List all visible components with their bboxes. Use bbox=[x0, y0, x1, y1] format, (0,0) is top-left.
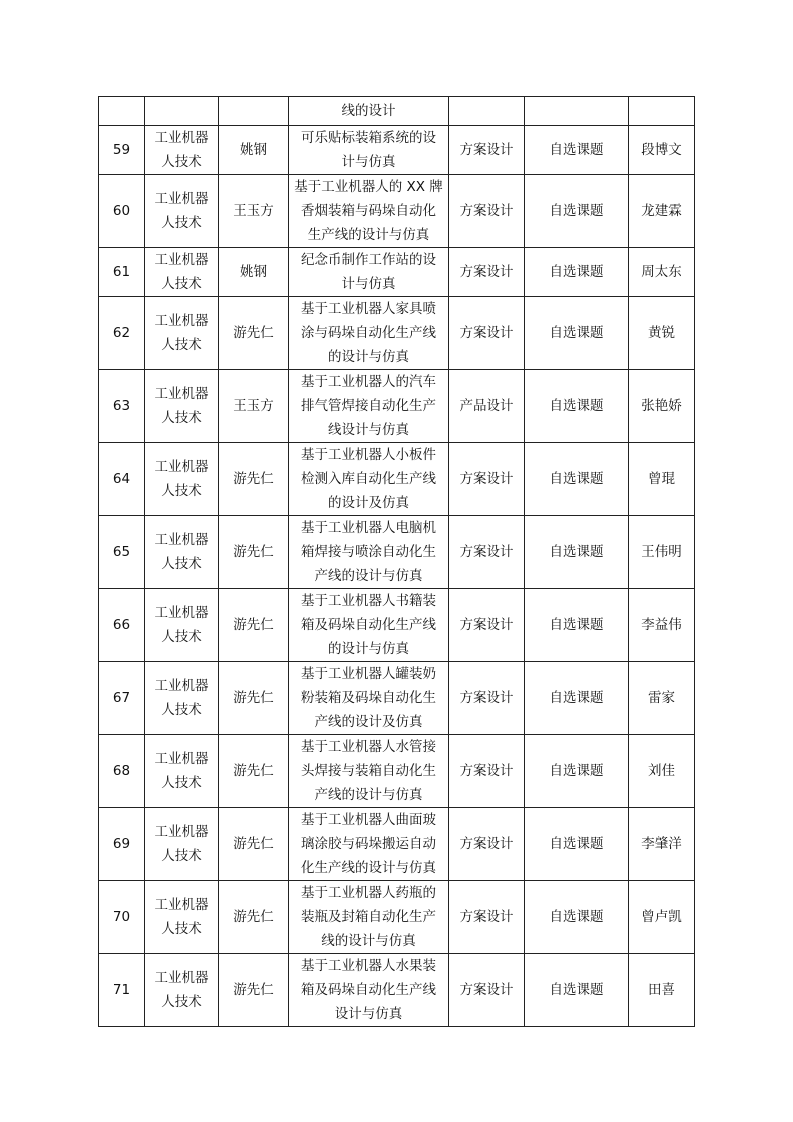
cell-type bbox=[449, 97, 525, 126]
cell-type: 方案设计 bbox=[449, 297, 525, 370]
table-row bbox=[99, 443, 695, 516]
title-line: 检测入库自动化生产线 bbox=[301, 471, 436, 487]
table-row bbox=[99, 175, 695, 248]
table-row bbox=[99, 662, 695, 735]
title-line: 排气管焊接自动化生产 bbox=[301, 398, 436, 414]
title-line: 产线的设计及仿真 bbox=[314, 714, 423, 730]
cell-student bbox=[629, 97, 695, 126]
cell-num: 66 bbox=[99, 589, 145, 662]
cell-advisor bbox=[219, 97, 289, 126]
major-line: 工业机器 bbox=[154, 386, 209, 402]
cell-type: 方案设计 bbox=[449, 516, 525, 589]
cell-student: 刘佳 bbox=[629, 735, 695, 808]
major-line: 人技术 bbox=[161, 483, 202, 499]
cell-student: 李肇洋 bbox=[629, 808, 695, 881]
title-line: 头焊接与装箱自动化生 bbox=[301, 763, 436, 779]
major-line: 人技术 bbox=[161, 702, 202, 718]
title-line: 基于工业机器人的汽车 bbox=[301, 374, 436, 390]
title-line: 产线的设计与仿真 bbox=[314, 787, 423, 803]
title-line: 化生产线的设计与仿真 bbox=[301, 860, 436, 876]
title-line: 计与仿真 bbox=[341, 154, 396, 170]
cell-source: 自选课题 bbox=[525, 443, 629, 516]
cell-num: 67 bbox=[99, 662, 145, 735]
major-line: 工业机器 bbox=[154, 678, 209, 694]
topics-table bbox=[98, 96, 695, 1027]
cell-advisor: 游先仁 bbox=[219, 589, 289, 662]
title-line: 纪念币制作工作站的设 bbox=[301, 252, 436, 268]
cell-advisor: 姚钢 bbox=[219, 248, 289, 297]
cell-source bbox=[525, 97, 629, 126]
cell-type: 方案设计 bbox=[449, 881, 525, 954]
cell-major bbox=[145, 954, 219, 1027]
title-line: 箱及码垛自动化生产线 bbox=[301, 982, 436, 998]
table-body bbox=[99, 97, 695, 1027]
major-line: 人技术 bbox=[161, 276, 202, 292]
title-line: 装瓶及封箱自动化生产 bbox=[301, 909, 436, 925]
cell-advisor: 游先仁 bbox=[219, 808, 289, 881]
cell-title bbox=[289, 126, 449, 175]
cell-advisor: 王玉方 bbox=[219, 175, 289, 248]
cell-major bbox=[145, 662, 219, 735]
cell-type: 方案设计 bbox=[449, 662, 525, 735]
cell-student: 曾卢凯 bbox=[629, 881, 695, 954]
cell-type: 方案设计 bbox=[449, 808, 525, 881]
major-line: 工业机器 bbox=[154, 130, 209, 146]
continuation-row bbox=[99, 97, 695, 126]
cell-advisor: 游先仁 bbox=[219, 297, 289, 370]
cell-title bbox=[289, 881, 449, 954]
major-line: 工业机器 bbox=[154, 252, 209, 268]
cell-advisor: 姚钢 bbox=[219, 126, 289, 175]
title-line: 产线的设计与仿真 bbox=[314, 568, 423, 584]
major-line: 工业机器 bbox=[154, 532, 209, 548]
cell-type: 方案设计 bbox=[449, 735, 525, 808]
cell-type: 方案设计 bbox=[449, 589, 525, 662]
title-line: 基于工业机器人水果装 bbox=[301, 958, 436, 974]
table-row bbox=[99, 954, 695, 1027]
cell-title bbox=[289, 248, 449, 297]
cell-major bbox=[145, 97, 219, 126]
cell-major bbox=[145, 126, 219, 175]
cell-num: 60 bbox=[99, 175, 145, 248]
cell-title bbox=[289, 297, 449, 370]
major-line: 人技术 bbox=[161, 337, 202, 353]
major-line: 工业机器 bbox=[154, 970, 209, 986]
table-row bbox=[99, 248, 695, 297]
title-line: 基于工业机器人罐装奶 bbox=[301, 666, 436, 682]
cell-student: 段博文 bbox=[629, 126, 695, 175]
cell-advisor: 王玉方 bbox=[219, 370, 289, 443]
cell-source: 自选课题 bbox=[525, 126, 629, 175]
cell-title bbox=[289, 954, 449, 1027]
cell-num: 71 bbox=[99, 954, 145, 1027]
cell-source: 自选课题 bbox=[525, 175, 629, 248]
cell-student: 龙建霖 bbox=[629, 175, 695, 248]
title-line: 线设计与仿真 bbox=[328, 422, 409, 438]
cell-source: 自选课题 bbox=[525, 808, 629, 881]
cell-advisor: 游先仁 bbox=[219, 735, 289, 808]
cell-advisor: 游先仁 bbox=[219, 443, 289, 516]
cell-num: 62 bbox=[99, 297, 145, 370]
cell-major bbox=[145, 443, 219, 516]
major-line: 人技术 bbox=[161, 994, 202, 1010]
table-row bbox=[99, 370, 695, 443]
major-line: 人技术 bbox=[161, 556, 202, 572]
cell-student: 黄锐 bbox=[629, 297, 695, 370]
cell-num: 68 bbox=[99, 735, 145, 808]
table-row bbox=[99, 297, 695, 370]
table-row bbox=[99, 881, 695, 954]
cell-major bbox=[145, 808, 219, 881]
title-line: 基于工业机器人药瓶的 bbox=[301, 885, 436, 901]
cell-major bbox=[145, 297, 219, 370]
cell-num: 59 bbox=[99, 126, 145, 175]
title-line: 可乐贴标装箱系统的设 bbox=[301, 130, 436, 146]
cell-title bbox=[289, 370, 449, 443]
title-line: 基于工业机器人书籍装 bbox=[301, 593, 436, 609]
title-line: 基于工业机器人家具喷 bbox=[301, 301, 436, 317]
title-line: 粉装箱及码垛自动化生 bbox=[301, 690, 436, 706]
table-row bbox=[99, 126, 695, 175]
cell-title bbox=[289, 735, 449, 808]
cell-source: 自选课题 bbox=[525, 516, 629, 589]
cell-num: 61 bbox=[99, 248, 145, 297]
cell-type: 方案设计 bbox=[449, 954, 525, 1027]
title-line: 线的设计与仿真 bbox=[321, 933, 416, 949]
cell-title bbox=[289, 175, 449, 248]
cell-title bbox=[289, 516, 449, 589]
title-line: 的设计与仿真 bbox=[328, 349, 409, 365]
cell-title bbox=[289, 662, 449, 735]
title-line: 设计与仿真 bbox=[334, 1006, 403, 1022]
cell-source: 自选课题 bbox=[525, 662, 629, 735]
cell-advisor: 游先仁 bbox=[219, 516, 289, 589]
cell-advisor: 游先仁 bbox=[219, 881, 289, 954]
cell-major bbox=[145, 516, 219, 589]
major-line: 人技术 bbox=[161, 629, 202, 645]
title-line: 基于工业机器人水管接 bbox=[301, 739, 436, 755]
cell-title bbox=[289, 589, 449, 662]
cell-type: 方案设计 bbox=[449, 248, 525, 297]
cell-num: 65 bbox=[99, 516, 145, 589]
title-line: 的设计与仿真 bbox=[328, 641, 409, 657]
cell-source: 自选课题 bbox=[525, 735, 629, 808]
title-line: 基于工业机器人的 XX 牌 bbox=[294, 179, 443, 195]
major-line: 工业机器 bbox=[154, 824, 209, 840]
cell-type: 方案设计 bbox=[449, 443, 525, 516]
title-line: 生产线的设计与仿真 bbox=[307, 227, 430, 243]
cell-student: 王伟明 bbox=[629, 516, 695, 589]
major-line: 工业机器 bbox=[154, 313, 209, 329]
title-line: 的设计及仿真 bbox=[328, 495, 409, 511]
major-line: 工业机器 bbox=[154, 191, 209, 207]
cell-student: 曾琨 bbox=[629, 443, 695, 516]
cell-source: 自选课题 bbox=[525, 248, 629, 297]
cell-student: 张艳娇 bbox=[629, 370, 695, 443]
major-line: 工业机器 bbox=[154, 897, 209, 913]
major-line: 人技术 bbox=[161, 775, 202, 791]
cell-major bbox=[145, 735, 219, 808]
title-line: 基于工业机器人电脑机 bbox=[301, 520, 436, 536]
cell-major bbox=[145, 248, 219, 297]
cell-source: 自选课题 bbox=[525, 954, 629, 1027]
title-line: 箱焊接与喷涂自动化生 bbox=[301, 544, 436, 560]
cell-num bbox=[99, 97, 145, 126]
cell-source: 自选课题 bbox=[525, 881, 629, 954]
major-line: 工业机器 bbox=[154, 751, 209, 767]
cell-num: 64 bbox=[99, 443, 145, 516]
cell-type: 产品设计 bbox=[449, 370, 525, 443]
cell-advisor: 游先仁 bbox=[219, 662, 289, 735]
major-line: 人技术 bbox=[161, 848, 202, 864]
cell-title bbox=[289, 443, 449, 516]
cell-major bbox=[145, 881, 219, 954]
cell-major bbox=[145, 175, 219, 248]
title-line: 香烟装箱与码垛自动化 bbox=[301, 203, 436, 219]
title-line: 基于工业机器人曲面玻 bbox=[301, 812, 436, 828]
title-line: 线的设计 bbox=[341, 103, 396, 119]
cell-student: 周太东 bbox=[629, 248, 695, 297]
major-line: 人技术 bbox=[161, 154, 202, 170]
title-line: 计与仿真 bbox=[341, 276, 396, 292]
cell-type: 方案设计 bbox=[449, 126, 525, 175]
table-row bbox=[99, 589, 695, 662]
major-line: 工业机器 bbox=[154, 459, 209, 475]
cell-type: 方案设计 bbox=[449, 175, 525, 248]
cell-title bbox=[289, 97, 449, 126]
cell-major bbox=[145, 589, 219, 662]
cell-student: 雷家 bbox=[629, 662, 695, 735]
cell-source: 自选课题 bbox=[525, 589, 629, 662]
major-line: 人技术 bbox=[161, 921, 202, 937]
cell-student: 李益伟 bbox=[629, 589, 695, 662]
major-line: 工业机器 bbox=[154, 605, 209, 621]
title-line: 璃涂胶与码垛搬运自动 bbox=[301, 836, 436, 852]
table-row bbox=[99, 735, 695, 808]
cell-source: 自选课题 bbox=[525, 370, 629, 443]
major-line: 人技术 bbox=[161, 410, 202, 426]
cell-title bbox=[289, 808, 449, 881]
cell-advisor: 游先仁 bbox=[219, 954, 289, 1027]
cell-major bbox=[145, 370, 219, 443]
title-line: 箱及码垛自动化生产线 bbox=[301, 617, 436, 633]
table-row bbox=[99, 808, 695, 881]
title-line: 基于工业机器人小板件 bbox=[301, 447, 436, 463]
cell-source: 自选课题 bbox=[525, 297, 629, 370]
cell-student: 田喜 bbox=[629, 954, 695, 1027]
table-row bbox=[99, 516, 695, 589]
cell-num: 70 bbox=[99, 881, 145, 954]
major-line: 人技术 bbox=[161, 215, 202, 231]
cell-num: 63 bbox=[99, 370, 145, 443]
title-line: 涂与码垛自动化生产线 bbox=[301, 325, 436, 341]
cell-num: 69 bbox=[99, 808, 145, 881]
